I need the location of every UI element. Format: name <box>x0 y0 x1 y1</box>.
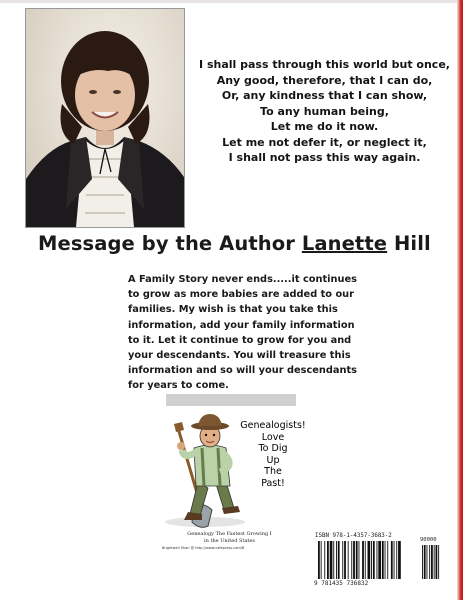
author-last-name: Hill <box>387 232 431 255</box>
price-code: 90000 <box>420 537 437 543</box>
body-line: families. My wish is that you take this <box>128 304 338 316</box>
barcode-bars <box>318 541 446 581</box>
poem <box>192 57 457 166</box>
poem-line: I shall not pass this way again. <box>228 151 421 164</box>
caption-line: in the United States <box>204 537 255 544</box>
speech-line: To Dig <box>258 443 288 454</box>
red-spine-edge <box>457 0 463 600</box>
top-edge <box>0 0 463 3</box>
author-message-heading <box>38 232 438 255</box>
body-line: information, add your family information <box>128 319 355 331</box>
isbn-number: ISBN 978-1-4357-3683-2 <box>315 533 392 539</box>
barcode-digits: 9 781435 736832 <box>314 580 369 587</box>
cartoon-speech-text <box>238 420 308 489</box>
author-first-name: Lanette <box>301 232 388 255</box>
heading-prefix: Message by the Author <box>38 232 302 255</box>
speech-line: Love <box>261 431 285 443</box>
poem-line: To any human being, <box>260 104 389 118</box>
poem-line: Let me do it now. <box>270 120 379 133</box>
poem-line: Any good, therefore, that I can do, <box>216 73 433 87</box>
body-line: A Family Story never ends.....it continues <box>128 274 357 285</box>
poem-line: Or, any kindness that I can show, <box>221 89 428 102</box>
speech-line: Up <box>266 454 280 466</box>
body-line: to it. Let it continue to grow for you and <box>128 334 352 346</box>
body-line: to grow as more babies are added to our <box>128 289 354 301</box>
gray-label-bar <box>166 394 296 406</box>
cartoon-credit: Brightwell Shan @ http://www.cafepress.com/B <box>162 546 245 550</box>
body-line: information and so will your descendants <box>128 365 358 377</box>
speech-line: The <box>264 466 282 477</box>
poem-line: I shall pass through this world but once, <box>199 58 450 71</box>
speech-line: Genealogists! <box>240 420 306 431</box>
body-line: for years to come. <box>128 380 229 392</box>
body-line: your descendants. You will treasure this <box>128 350 351 362</box>
poem-line: Let me not defer it, or neglect it, <box>222 135 427 149</box>
author-photo <box>25 8 185 228</box>
caption-line: Genealogy The Fastest Growing I <box>187 531 272 537</box>
author-message-body <box>128 272 383 394</box>
speech-line: Past! <box>261 477 285 489</box>
cartoon-caption <box>162 531 297 544</box>
